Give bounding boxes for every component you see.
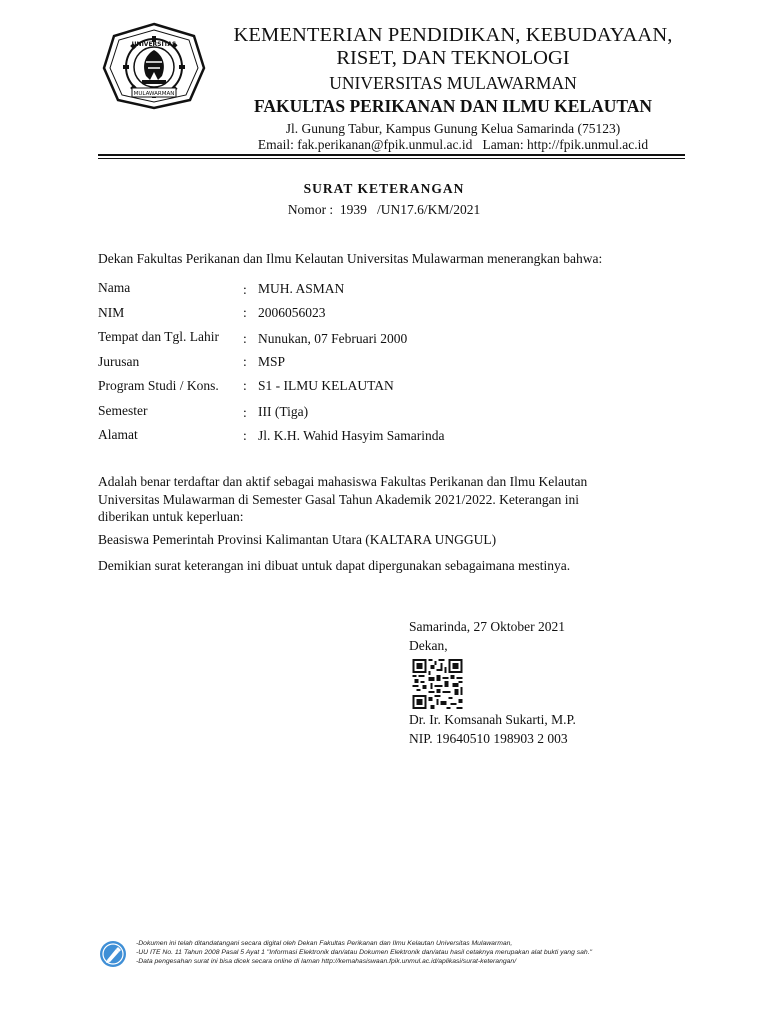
field-value: Nunukan, 07 Februari 2000 <box>258 331 408 346</box>
field-label: Program Studi / Kons. <box>98 378 219 393</box>
letter-intro: Dekan Fakultas Perikanan dan Ilmu Kelautan Universitas Mulawarman menerangkan bahwa: <box>98 251 603 266</box>
status-line-3: diberikan untuk keperluan: <box>98 509 244 524</box>
field-value: III (Tiga) <box>258 404 309 419</box>
qr-code-icon <box>411 659 464 709</box>
field-label: Semester <box>98 403 148 418</box>
letter-number: Nomor : 1939 /UN17.6/KM/2021 <box>287 202 481 217</box>
university-name: UNIVERSITAS MULAWARMAN <box>329 73 577 93</box>
field-colon: : <box>243 282 247 297</box>
field-colon: : <box>243 331 247 346</box>
closing-text: Demikian surat keterangan ini dibuat untuk dapat dipergunakan sebagaimana mestinya. <box>98 558 571 573</box>
field-value: MUH. ASMAN <box>258 281 345 296</box>
field-value: 2006056023 <box>258 305 326 320</box>
field-value: MSP <box>258 354 286 369</box>
footer-note-2: -UU ITE No. 11 Tahun 2008 Pasal 5 Ayat 1 "Informasi Elektronik dan/atau Dokumen Elektronik dan/atau hasil cetaknya merupakan alat bukti yang sah." <box>136 949 593 956</box>
signature-place-date: Samarinda, 27 Oktober 2021 <box>409 619 565 634</box>
field-colon: : <box>243 405 247 420</box>
field-label: Jurusan <box>98 354 140 369</box>
faculty-contact: Email: fak.perikanan@fpik.unmul.ac.id Laman: http://fpik.unmul.ac.id <box>257 137 649 152</box>
field-colon: : <box>243 428 247 443</box>
faculty-name: FAKULTAS PERIKANAN DAN ILMU KELAUTAN <box>254 96 652 116</box>
logo-text-top: UNIVERSITAS <box>131 41 177 48</box>
field-label: Tempat dan Tgl. Lahir <box>98 329 220 344</box>
signature-position: Dekan, <box>409 638 448 653</box>
field-value: S1 - ILMU KELAUTAN <box>258 378 394 393</box>
faculty-address: Jl. Gunung Tabur, Kampus Gunung Kelua Samarinda (75123) <box>285 121 621 136</box>
logo-text-bottom: MULAWARMAN <box>133 91 175 97</box>
letterhead-divider-thick <box>98 154 685 156</box>
status-line-2: Universitas Mulawarman di Semester Gasal Tahun Akademik 2021/2022. Keterangan ini <box>98 491 579 507</box>
letter-title: SURAT KETERANGAN <box>303 181 465 196</box>
footer-note-1: -Dokumen ini telah ditandatangani secara digital oleh Dekan Fakultas Perikanan dan Ilmu Kelautan Universitas Mulawarman, <box>136 940 513 947</box>
status-paragraph <box>98 473 688 526</box>
field-label: Alamat <box>98 427 138 442</box>
field-label: Nama <box>98 280 131 295</box>
field-colon: : <box>243 305 247 320</box>
digital-signature-pen-icon <box>99 940 127 968</box>
signatory-nip: NIP. 19640510 198903 2 003 <box>409 731 568 746</box>
field-value: Jl. K.H. Wahid Hasyim Samarinda <box>258 428 445 443</box>
university-logo <box>102 22 206 110</box>
field-colon: : <box>243 354 247 369</box>
letterhead-divider-thin <box>98 158 685 159</box>
field-label: NIM <box>98 305 125 320</box>
field-colon: : <box>243 378 247 393</box>
status-line-1: Adalah benar terdaftar dan aktif sebagai mahasiswa Fakultas Perikanan dan Ilmu Kelautan <box>98 474 588 489</box>
footer-note-3: -Data pengesahan surat ini bisa dicek secara online di laman http://kemahasiswaan.fpik.unmul.ac.id/aplikasi/surat-keterangan/ <box>136 958 517 965</box>
signatory-name: Dr. Ir. Komsanah Sukarti, M.P. <box>409 712 576 727</box>
ministry-name-line1: KEMENTERIAN PENDIDIKAN, KEBUDAYAAN, <box>233 24 673 46</box>
purpose-text: Beasiswa Pemerintah Provinsi Kalimantan Utara (KALTARA UNGGUL) <box>98 532 497 547</box>
ministry-name-line2: RISET, DAN TEKNOLOGI <box>336 47 570 69</box>
